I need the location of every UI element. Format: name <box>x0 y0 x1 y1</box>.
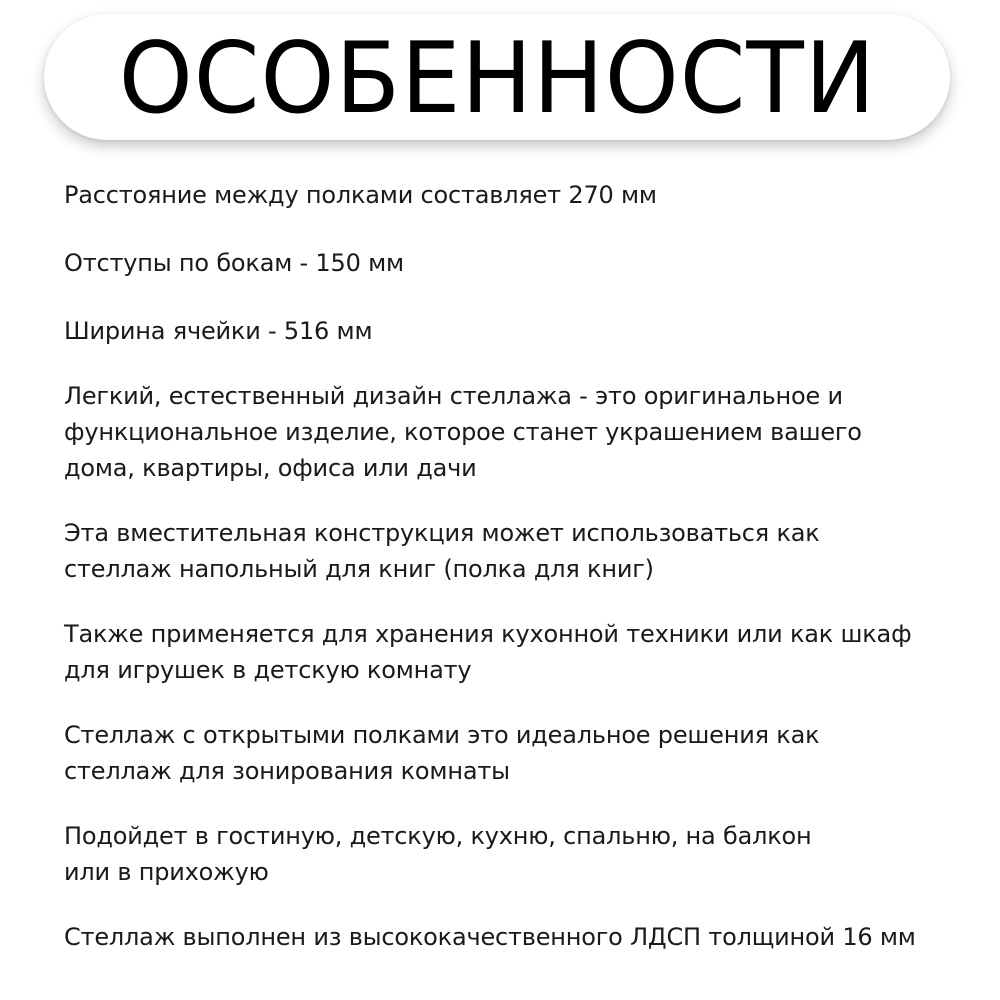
feature-item: Эта вместительная конструкция может использоваться как стеллаж напольный для книг (полка для книг) <box>64 519 820 583</box>
feature-item: Стеллаж с открытыми полками это идеальное решения как стеллаж для зонирования комнаты <box>64 721 820 785</box>
feature-item: Стеллаж выполнен из высококачественного ЛДСП толщиной 16 мм <box>64 923 916 951</box>
title-banner <box>44 14 950 140</box>
feature-item: Расстояние между полками составляет 270 мм <box>64 181 657 209</box>
feature-item: Подойдет в гостиную, детскую, кухню, спальню, на балкон или в прихожую <box>64 822 812 886</box>
feature-item: Отступы по бокам - 150 мм <box>64 249 404 277</box>
feature-item: Ширина ячейки - 516 мм <box>64 317 373 345</box>
feature-list <box>64 177 964 955</box>
page-title: ОСОБЕННОСТИ <box>118 22 876 136</box>
feature-item: Также применяется для хранения кухонной техники или как шкаф для игрушек в детскую комнату <box>64 620 912 684</box>
feature-item: Легкий, естественный дизайн стеллажа - это оригинальное и функциональное изделие, которое станет украшением вашего дома, квартиры, офиса или дачи <box>64 382 862 482</box>
